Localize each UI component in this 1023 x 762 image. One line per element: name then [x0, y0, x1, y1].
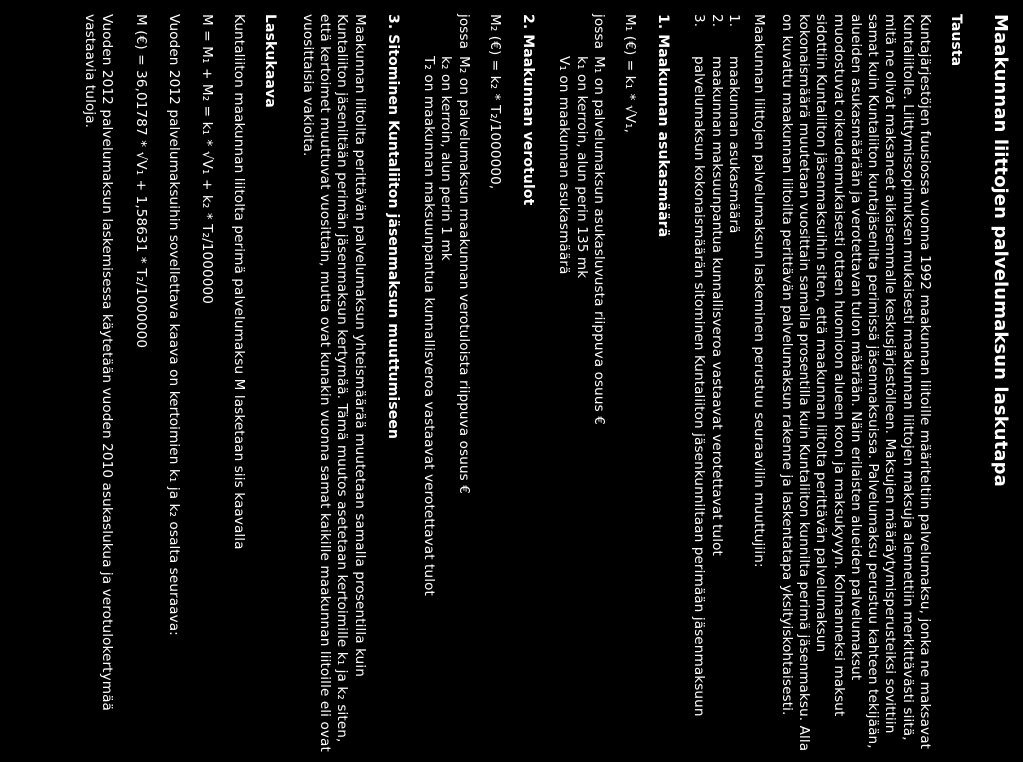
formula-m2: M₂ (€) = k₂ * T₂/1000000, — [486, 14, 503, 190]
section-heading-background: Tausta — [948, 14, 964, 67]
coefficients-intro: Vuoden 2012 palvelumaksuihin sovellettava kaava on kertoimien k₁ ja k₂ osalta seuraava: — [165, 14, 182, 636]
document-title: Maakunnan liittojen palvelumaksun laskutapa — [990, 14, 1011, 487]
list-item: 1. maakunnan asukasmäärä — [726, 14, 743, 234]
fee-change-paragraph: Maakunnan liitoilta perittävän palvelumaksun yhteismäärää muutetaan samalla prosentilla kuin Kuntaliiton jäseniltään perimän jäsenmaksun kertymää. Tämä muutos asetetaan kertoimille k₁ ja k₂ siten, että kertoimet muuttuvat vuosittain, mutta ovat kunakin vuonna samat kaikille maakunnan liitoille eli ovat vuosittaisia vakioita. — [299, 14, 368, 752]
list-item: 2. maakunnan maksuunpantua kunnallisveroa vastaavat verotettavat tulot — [708, 14, 725, 556]
list-item: 3. palvelumaksun kokonaismäärän sitominen Kuntaliiton jäsenkunniltaan perimään jäsenmaksuun — [691, 14, 708, 717]
formula-m-euro: M (€) = 36,01787 * √V₁ + 1,58631 * T₂/1000000 — [132, 14, 149, 349]
formula-m: M = M₁ + M₂ = k₁ * √V₁ + k₂ * T₂/1000000 — [199, 14, 216, 305]
final-paragraph: Vuoden 2012 palvelumaksun laskemisessa käytetään vuoden 2010 asukaslukua ja verotulokertymää vastaavia tuloja. — [82, 14, 116, 711]
section-heading-formula: Laskukaava — [261, 14, 278, 108]
variable-list — [690, 14, 742, 752]
calc-intro: Kuntaliiton maakunnan liitolta perimä palvelumaksu M lasketaan siis kaavalla — [230, 14, 247, 550]
section-heading-population: 1. Maakunnan asukasmäärä — [655, 14, 672, 238]
section-heading-tax: 2. Maakunnan verotulot — [519, 14, 536, 206]
formula-m1: M₁ (€) = k₁ * √V₁, — [622, 14, 639, 134]
definitions-m2: jossa M₂ on palvelumaksun maakunnan verotuloista riippuva osuus € k₂ on kerroin, alun perin 1 mk T₂ on maakunnan maksuunpantua kunnallisveroa vastaavat verotettavat tulot — [421, 14, 472, 596]
background-paragraph: Kuntajärjestöjen fuusiossa vuonna 1992 maakunnan liitoille määriteltiin palvelumaksu, jonka ne maksavat Kuntaliitolle. Liittymissopimuksen mukaisesti maakunnan liittojen maksuja alennettiin merkittävästi siitä, mitä ne olivat maksaneet aikaisemmalle keskusjärjestölleen. Maksujen määräytymisperusteiksi sovittiin samat kuin Kuntaliiton kuntajäsenilta perimissä jäsenmaksuissa. Palvelumaksu perustuu kahteen tekijään, alueiden asukasmäärään ja verotettavan tulon määrään. Näin erilaisten alueiden palvelumaksut muodostuvat oikeudenmukaisesti ottaen huomioon alueen koon ja maksukyvyn. Kolmanneksi maksut sidottiin Kuntaliiton jäsenmaksuihin siten, että maakunnan liitolta perittävän palvelumaksun kokonaismäärä muutetaan vuosittain samalla prosentilla kuin Kuntaliiton kunnilta perimä jäsenmaksu. Alla on kuvattu maakunnan liitoilta perittävän palvelumaksun rakenne ja laskentatapa yksityiskohtaisesti. — [778, 14, 933, 752]
section-heading-fee-change: 3. Sitominen Kuntaliiton jäsenmaksun muuttumiseen — [384, 14, 401, 440]
definitions-m1: jossa M₁ on palvelumaksun asukasluvusta riippuva osuus € k₁ on kerroin, alun perin 135 mk V₁ on maakunnan asukasmäärä — [556, 14, 607, 425]
intro-paragraph: Maakunnan liittojen palvelumaksun laskeminen perustuu seuraavilin muuttujiin: — [751, 14, 768, 568]
